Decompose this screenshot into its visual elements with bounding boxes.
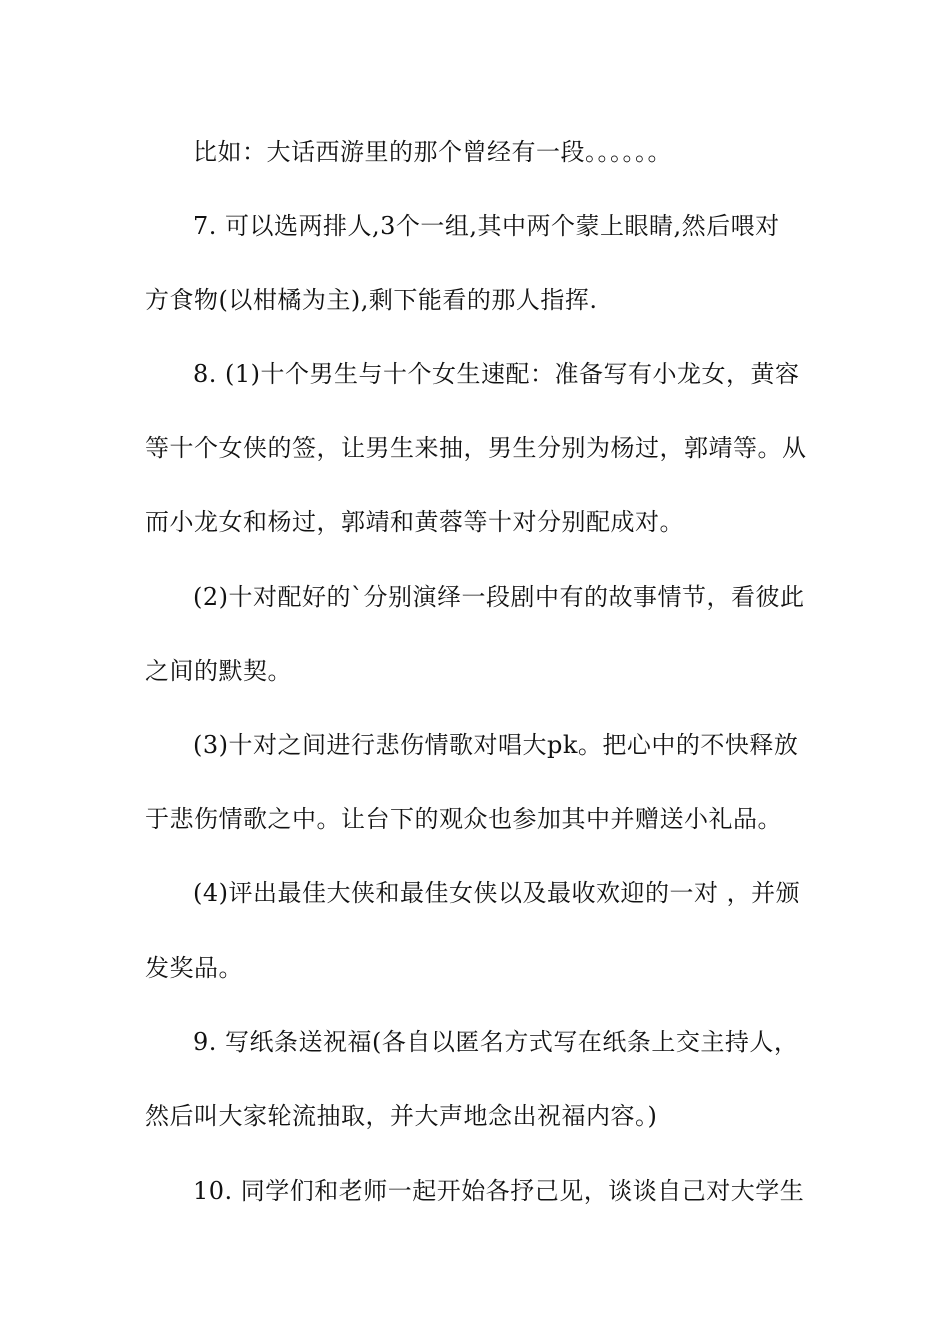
- text-line: 而小龙女和杨过，郭靖和黄蓉等十对分别配成对。: [145, 508, 684, 536]
- text-line: (2)十对配好的`分别演绎一段剧中有的故事情节，看彼此: [193, 583, 805, 611]
- text-line: 比如：大话西游里的那个曾经有一段。。。。。。: [193, 138, 672, 166]
- text-line: 等十个女侠的签，让男生来抽，男生分别为杨过，郭靖等。从: [145, 434, 807, 462]
- text-line: 然后叫大家轮流抽取，并大声地念出祝福内容。): [145, 1102, 658, 1130]
- text-line: 9. 写纸条送祝福(各自以匿名方式写在纸条上交主持人，: [193, 1028, 799, 1056]
- text-line: 方食物(以柑橘为主),剩下能看的那人指挥.: [145, 286, 598, 314]
- text-line: 发奖品。: [145, 954, 243, 982]
- text-line: (3)十对之间进行悲伤情歌对唱大pk。把心中的不快释放: [193, 731, 799, 759]
- text-line: 于悲伤情歌之中。让台下的观众也参加其中并赠送小礼品。: [145, 805, 782, 833]
- text-line: 7. 可以选两排人,3个一组,其中两个蒙上眼睛,然后喂对: [193, 212, 780, 240]
- text-line: 10. 同学们和老师一起开始各抒己见，谈谈自己对大学生: [193, 1177, 805, 1205]
- text-line: (4)评出最佳大侠和最佳女侠以及最收欢迎的一对 ，并颁: [193, 879, 801, 907]
- text-line: 之间的默契。: [145, 657, 292, 685]
- text-line: 8. (1)十个男生与十个女生速配：准备写有小龙女，黄容: [193, 360, 800, 388]
